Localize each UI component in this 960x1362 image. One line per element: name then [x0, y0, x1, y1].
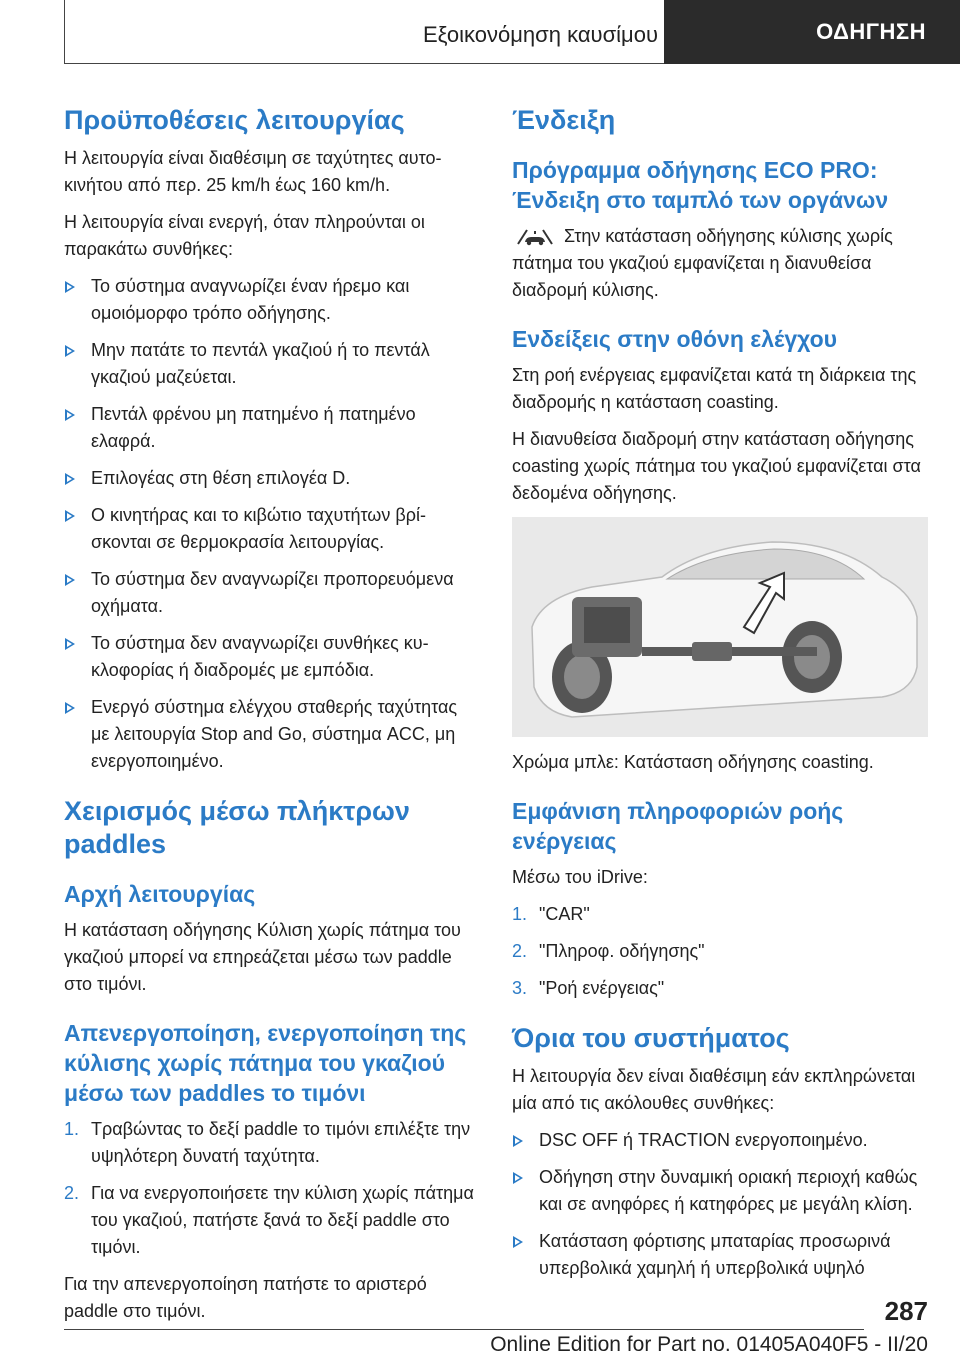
heading-system-limits: Όρια του συστήματος — [512, 1023, 790, 1053]
conditions-list — [64, 273, 480, 775]
list-item: Ενεργό σύστημα ελέγχου σταθερής ταχύτητας με λειτουργία Stop and Go, σύστημα ACC, μη ενεργοποιημένο. — [64, 694, 480, 775]
triangle-bullet-icon — [65, 473, 75, 485]
paragraph: Μέσω του iDrive: — [512, 867, 648, 887]
paragraph: Η διανυθείσα διαδρομή στην κατάσταση οδήγησης coasting χωρίς πάτημα του γκαζιού εμφανίζεται στα δεδομένα οδήγησης. — [512, 429, 921, 503]
list-item: Πεντάλ φρένου μη πατημένο ή πατημένο ελαφρά. — [64, 401, 480, 455]
triangle-bullet-icon — [65, 638, 75, 650]
triangle-bullet-icon — [513, 1172, 523, 1184]
triangle-bullet-icon — [513, 1135, 523, 1147]
heading-paddles: Χειρισμός μέσω πλήκτρων paddles — [64, 796, 410, 859]
paragraph: Για την απενεργοποίηση πατήστε το αριστερό paddle στο τιμόνι. — [64, 1274, 427, 1321]
list-item: Κατάσταση φόρτισης μπαταρίας προσωρινά υπερβολικά χαμηλή ή υπερβολικά υψηλό — [512, 1228, 928, 1282]
car-coasting-illustration — [512, 517, 928, 737]
list-item: Επιλογέας στη θέση επιλογέα D. — [64, 465, 480, 492]
list-item: 2. "Πληροφ. οδήγησης" — [512, 941, 705, 961]
triangle-bullet-icon — [65, 281, 75, 293]
chapter-tab[interactable] — [664, 0, 960, 64]
chapter-tab-label: ΟΔΗΓΗΣΗ — [816, 19, 926, 44]
paragraph: Η λειτουργία δεν είναι διαθέσιμη εάν εκπληρώνεται μία από τις ακόλουθες συνθήκες: — [512, 1066, 916, 1113]
road-car-icon — [516, 227, 554, 247]
list-item: Το σύστημα αναγνωρίζει έναν ήρεμο και ομοιόμορφο τρόπο οδήγησης. — [64, 273, 480, 327]
heading-deactivate: Απενεργοποίηση, ενεργοποίηση της κύλισης χωρίς πάτημα του γκαζιού μέσω των paddles το τιμόνι — [64, 1020, 467, 1106]
list-item: Ο κινητήρας και το κιβώτιο ταχυτήτων βρίσκονται σε θερμοκρασία λειτουργίας. — [64, 502, 480, 556]
triangle-bullet-icon — [65, 702, 75, 714]
triangle-bullet-icon — [65, 574, 75, 586]
list-item: Μην πατάτε το πεντάλ γκαζιού ή το πεντάλ γκαζιού μαζεύεται. — [64, 337, 480, 391]
triangle-bullet-icon — [65, 510, 75, 522]
list-item: 1. Τραβώντας το δεξί paddle το τιμόνι επιλέξτε την υψηλότερη δυνατή ταχύτητα. — [64, 1119, 471, 1166]
figure-caption: Χρώμα μπλε: Κατάσταση οδήγησης coasting. — [512, 752, 874, 772]
heading-eco-pro: Πρόγραμμα οδήγησης ECO PRO: Ένδειξη στο ταμπλό των οργάνων — [512, 157, 889, 213]
header-rule-bottom — [64, 63, 664, 64]
section-title: Εξοικονόμηση καυσίμου — [423, 22, 658, 47]
triangle-bullet-icon — [513, 1236, 523, 1248]
list-item: Το σύστημα δεν αναγνωρίζει προπορευόμενα οχήματα. — [64, 566, 480, 620]
heading-prerequisites: Προϋποθέσεις λειτουργίας — [64, 105, 405, 135]
paragraph: Η λειτουργία είναι διαθέσιμη σε ταχύτητες αυτοκινήτου από περ. 25 km/h έως 160 km/h. — [64, 148, 442, 195]
edition-note: Online Edition for Part no. 01405A040F5 - II/20 — [490, 1333, 928, 1356]
steps-list — [64, 1116, 480, 1261]
heading-energy-flow: Εμφάνιση πληροφοριών ροής ενέργειας — [512, 798, 844, 854]
menu-steps-list — [512, 901, 928, 1002]
heading-display: Ένδειξη — [512, 105, 616, 135]
paragraph: Η λειτουργία είναι ενεργή, όταν πληρούνται οι παρακάτω συνθήκες: — [64, 212, 425, 259]
list-item: Το σύστημα δεν αναγνωρίζει συνθήκες κυκλοφορίας ή διαδρομές με εμπόδια. — [64, 630, 480, 684]
footer-rule — [64, 1329, 864, 1330]
triangle-bullet-icon — [65, 409, 75, 421]
page-number: 287 — [884, 1296, 928, 1326]
list-item: DSC OFF ή TRACTION ενεργοποιημένο. — [512, 1127, 928, 1154]
limits-list — [512, 1127, 928, 1282]
paragraph: Η κατάσταση οδήγησης Κύλιση χωρίς πάτημα του γκαζιού μπορεί να επηρεάζεται μέσω των paddle στο τιμόνι. — [64, 920, 461, 994]
paragraph: Στην κατάσταση οδήγησης κύλισης χωρίς πάτημα του γκαζιού εμφανίζεται η διανυθείσα διαδρομή κύλισης. — [512, 226, 893, 300]
triangle-bullet-icon — [65, 345, 75, 357]
right-column — [512, 104, 928, 1292]
heading-principle: Αρχή λειτουργίας — [64, 881, 256, 907]
list-item: 2. Για να ενεργοποιήσετε την κύλιση χωρίς πάτημα του γκαζιού, πατήστε ξανά το δεξί paddle στο τιμόνι. — [64, 1183, 474, 1257]
paragraph: Στη ροή ενέργειας εμφανίζεται κατά τη διάρκεια της διαδρομής η κατάσταση coasting. — [512, 365, 917, 412]
list-item: 3. "Ροή ενέργειας" — [512, 978, 665, 998]
left-column — [64, 104, 480, 1335]
heading-control-display: Ενδείξεις στην οθόνη ελέγχου — [512, 326, 837, 352]
list-item: Οδήγηση στην δυναμική οριακή περιοχή καθώς και σε ανηφόρες ή κατηφόρες με μεγάλη κλίση. — [512, 1164, 928, 1218]
list-item: 1. "CAR" — [512, 904, 590, 924]
car-drivetrain-image — [512, 517, 928, 737]
